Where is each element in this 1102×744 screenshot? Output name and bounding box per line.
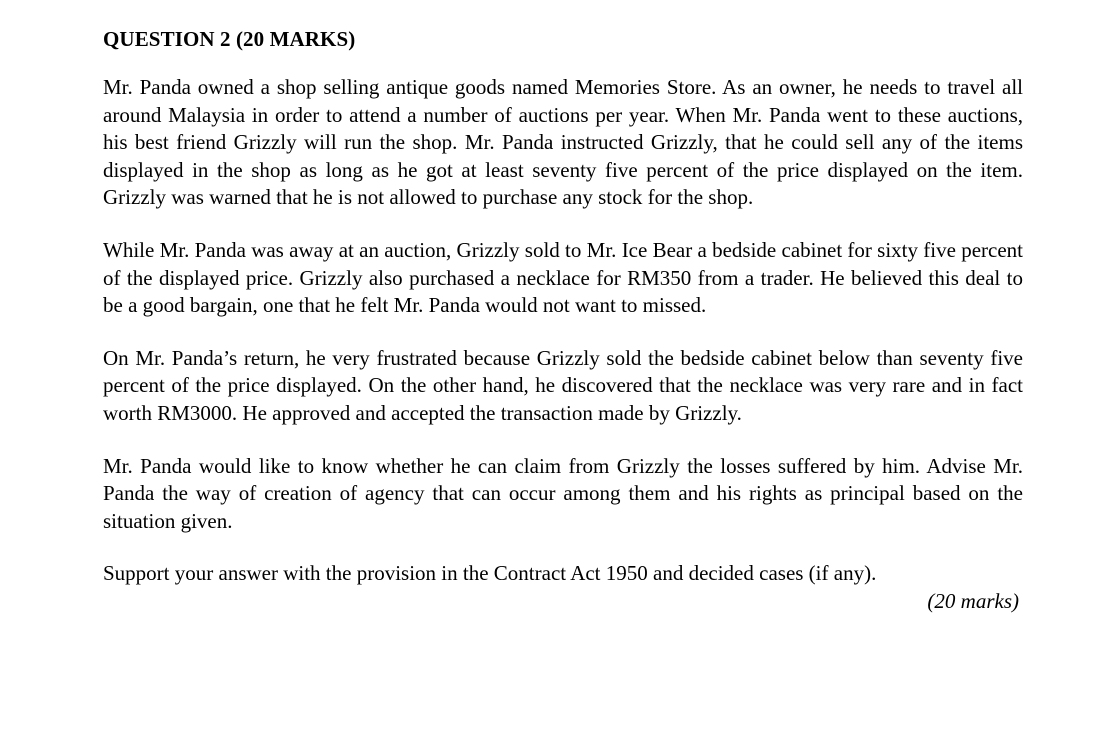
scenario-paragraph-3: On Mr. Panda’s return, he very frustrated because Grizzly sold the bedside cabinet below than seventy five percent of the price displayed. On the other hand, he discovered that the necklace was very rare and in fact worth RM3000. He approved and accepted the transaction made by Grizzly. xyxy=(103,345,1023,425)
question-heading: QUESTION 2 (20 MARKS) xyxy=(103,27,356,51)
question-page xyxy=(103,24,1023,616)
scenario-paragraph-2: While Mr. Panda was away at an auction, Grizzly sold to Mr. Ice Bear a bedside cabinet for sixty five percent of the displayed price. Grizzly also purchased a necklace for RM350 from a trader. He believed this deal to be a good bargain, one that he felt Mr. Panda would not want to missed. xyxy=(103,237,1023,318)
marks-allocation: (20 marks) xyxy=(927,588,1019,613)
task-paragraph: Mr. Panda would like to know whether he can claim from Grizzly the losses suffered by him. Advise Mr. Panda the way of creation of agency that can occur among them and his rights as principal based on the situation given. xyxy=(103,453,1023,533)
instruction-paragraph: Support your answer with the provision in the Contract Act 1950 and decided cases (if any). xyxy=(103,561,877,586)
scenario-paragraph-1: Mr. Panda owned a shop selling antique goods named Memories Store. As an owner, he needs to travel all around Malaysia in order to attend a number of auctions per year. When Mr. Panda went to these auctions, his best friend Grizzly will run the shop. Mr. Panda instructed Grizzly, that he could sell any of the items displayed in the shop as long as he got at least seventy five percent of the price displayed on the item. Grizzly was warned that he is not allowed to purchase any stock for the shop. xyxy=(103,75,1023,210)
